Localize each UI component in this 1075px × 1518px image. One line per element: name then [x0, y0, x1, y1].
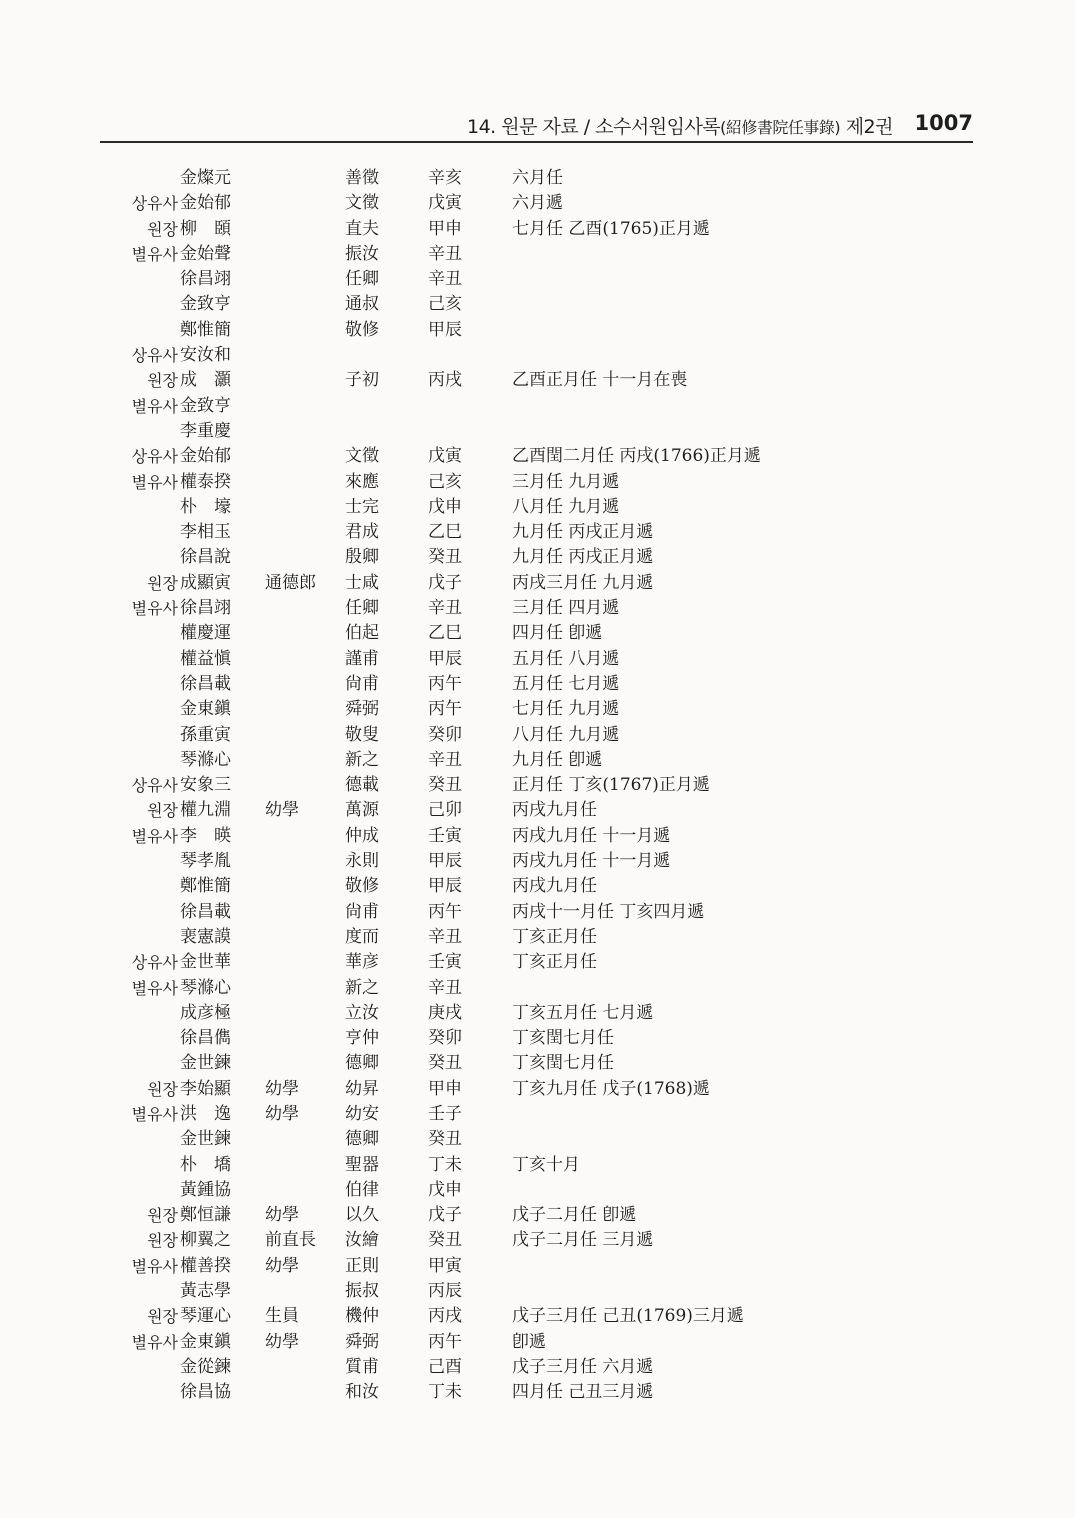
- record-name: 權益愼: [180, 648, 231, 669]
- record-year: 甲辰: [428, 648, 462, 669]
- record-note: 九月任 丙戌正月遞: [512, 522, 654, 543]
- record-ja: 振汝: [345, 243, 379, 264]
- record-year: 辛丑: [428, 269, 462, 290]
- record-ja: 任卿: [345, 269, 379, 290]
- record-row: [0, 1178, 1075, 1203]
- record-role: 원장: [147, 1079, 178, 1099]
- record-year: 己亥: [428, 294, 462, 315]
- record-note: 丙戌九月任 十一月遞: [512, 825, 671, 846]
- record-name: 權九淵: [180, 800, 231, 821]
- record-note: 五月任 七月遞: [512, 673, 620, 694]
- record-name: 徐昌協: [180, 1382, 231, 1403]
- record-ja: 文徵: [345, 446, 379, 467]
- record-year: 丙午: [428, 673, 462, 694]
- record-name: 琴運心: [180, 1306, 231, 1327]
- record-row: [0, 773, 1075, 798]
- record-note: 正月任 丁亥(1767)正月遞: [512, 775, 710, 796]
- record-ja: 德載: [345, 775, 379, 796]
- record-name: 琴滌心: [180, 749, 231, 770]
- record-note: 三月任 九月遞: [512, 471, 620, 492]
- record-year: 壬寅: [428, 952, 462, 973]
- record-name: 徐昌翊: [180, 598, 231, 619]
- record-row: [0, 343, 1075, 368]
- record-row: [0, 748, 1075, 773]
- record-note: 六月任: [512, 168, 563, 188]
- record-note: 戊子三月任 己丑(1769)三月遞: [512, 1306, 744, 1327]
- record-year: 甲寅: [428, 1255, 462, 1276]
- record-name: 金致亨: [180, 395, 231, 416]
- record-name: 裵憲謨: [180, 926, 231, 947]
- record-ja: 汝繪: [345, 1230, 379, 1251]
- record-year: 丙戌: [428, 370, 462, 391]
- record-ja: 仲成: [345, 825, 379, 846]
- record-name: 徐昌載: [180, 901, 231, 922]
- record-note: 九月任 丙戌正月遞: [512, 547, 654, 568]
- record-ja: 敬叟: [345, 724, 379, 745]
- record-row: [0, 925, 1075, 950]
- record-rank: 幼學: [265, 1103, 299, 1124]
- record-ja: 幼安: [345, 1103, 379, 1124]
- record-year: 甲辰: [428, 876, 462, 897]
- running-title-volume: 제2권: [845, 116, 893, 138]
- record-note: 丁亥正月任: [512, 952, 597, 973]
- record-role: 원장: [147, 573, 178, 593]
- record-name: 黃鍾協: [180, 1179, 231, 1200]
- record-year: 癸丑: [428, 1230, 462, 1251]
- record-year: 甲辰: [428, 319, 462, 340]
- record-year: 癸丑: [428, 775, 462, 796]
- record-ja: 舜弼: [345, 699, 379, 720]
- record-ja: 振叔: [345, 1281, 379, 1302]
- record-ja: 德卿: [345, 1053, 379, 1074]
- record-row: [0, 444, 1075, 469]
- record-ja: 和汝: [345, 1382, 379, 1403]
- record-ja: 新之: [345, 749, 379, 770]
- record-year: 辛丑: [428, 598, 462, 619]
- record-role: 상유사: [131, 447, 178, 467]
- record-row: [0, 824, 1075, 849]
- record-row: [0, 596, 1075, 621]
- record-name: 金始郁: [180, 446, 231, 467]
- record-row: [0, 900, 1075, 925]
- record-role: 별유사: [131, 599, 178, 619]
- record-name: 成 灝: [180, 370, 231, 391]
- record-ja: 以久: [345, 1205, 379, 1226]
- record-row: [0, 621, 1075, 646]
- record-row: [0, 1203, 1075, 1228]
- record-rank: 前直長: [265, 1230, 316, 1251]
- record-year: 己亥: [428, 471, 462, 492]
- record-note: 八月任 九月遞: [512, 724, 620, 745]
- record-name: 李重慶: [180, 420, 231, 441]
- record-row: [0, 1051, 1075, 1076]
- running-title-hanja: (紹修書院任事錄): [720, 118, 841, 137]
- record-note: 丙戌九月任: [512, 876, 597, 897]
- record-note: 七月任 乙酉(1765)正月遞: [512, 218, 710, 239]
- record-ja: 君成: [345, 522, 379, 543]
- record-row: [0, 697, 1075, 722]
- record-name: 金東鎭: [180, 1331, 231, 1352]
- record-row: [0, 267, 1075, 292]
- record-row: [0, 394, 1075, 419]
- record-role: 별유사: [131, 1104, 178, 1124]
- record-note: 丙戌九月任: [512, 800, 597, 821]
- record-name: 洪 逸: [180, 1103, 231, 1124]
- record-row: [0, 1153, 1075, 1178]
- record-row: [0, 950, 1075, 975]
- record-role: 별유사: [131, 472, 178, 492]
- record-note: 丁亥九月任 戊子(1768)遞: [512, 1078, 710, 1099]
- record-note: 戊子三月任 六月遞: [512, 1356, 654, 1377]
- record-role: 원장: [147, 219, 178, 239]
- record-ja: 子初: [345, 370, 379, 391]
- record-year: 癸卯: [428, 724, 462, 745]
- record-row: [0, 672, 1075, 697]
- record-year: 壬寅: [428, 825, 462, 846]
- record-note: 乙酉閏二月任 丙戌(1766)正月遞: [512, 446, 761, 467]
- record-ja: 德卿: [345, 1129, 379, 1150]
- record-row: [0, 1102, 1075, 1127]
- record-row: [0, 1077, 1075, 1102]
- record-row: [0, 874, 1075, 899]
- record-list: [0, 166, 1075, 1406]
- record-note: 丁亥閏七月任: [512, 1028, 614, 1049]
- record-year: 庚戌: [428, 1002, 462, 1023]
- record-ja: 幼昇: [345, 1078, 379, 1099]
- record-row: [0, 292, 1075, 317]
- record-ja: 伯起: [345, 623, 379, 644]
- record-name: 金世華: [180, 952, 231, 973]
- record-name: 鄭恒謙: [180, 1205, 231, 1226]
- record-name: 朴 墧: [180, 1154, 231, 1175]
- record-year: 癸卯: [428, 1028, 462, 1049]
- record-year: 戊子: [428, 572, 462, 593]
- record-name: 李 暎: [180, 825, 231, 846]
- record-row: [0, 470, 1075, 495]
- record-year: 癸丑: [428, 1129, 462, 1150]
- record-ja: 通叔: [345, 294, 379, 315]
- record-name: 徐昌儁: [180, 1028, 231, 1049]
- record-year: 丁未: [428, 1154, 462, 1175]
- record-name: 琴滌心: [180, 977, 231, 998]
- record-row: [0, 1279, 1075, 1304]
- record-year: 戊寅: [428, 193, 462, 214]
- record-ja: 度而: [345, 926, 379, 947]
- record-ja: 尙甫: [345, 901, 379, 922]
- record-row: [0, 520, 1075, 545]
- record-note: 卽遞: [512, 1331, 546, 1352]
- record-role: 상유사: [131, 346, 178, 366]
- record-row: [0, 318, 1075, 343]
- record-role: 상유사: [131, 953, 178, 973]
- record-name: 權慶運: [180, 623, 231, 644]
- record-ja: 尙甫: [345, 673, 379, 694]
- record-row: [0, 1127, 1075, 1152]
- record-role: 별유사: [131, 244, 178, 264]
- record-note: 六月遞: [512, 193, 563, 214]
- record-year: 辛丑: [428, 243, 462, 264]
- header-rule: [100, 141, 973, 143]
- record-ja: 任卿: [345, 598, 379, 619]
- record-note: 五月任 八月遞: [512, 648, 620, 669]
- record-row: [0, 495, 1075, 520]
- record-name: 孫重寅: [180, 724, 231, 745]
- record-rank: 幼學: [265, 1205, 299, 1226]
- record-name: 金東鎭: [180, 699, 231, 720]
- record-note: 丁亥五月任 七月遞: [512, 1002, 654, 1023]
- record-row: [0, 191, 1075, 216]
- record-note: 七月任 九月遞: [512, 699, 620, 720]
- record-ja: 敬修: [345, 876, 379, 897]
- record-name: 柳 頣: [180, 218, 231, 239]
- record-ja: 質甫: [345, 1356, 379, 1377]
- record-role: 상유사: [131, 776, 178, 796]
- record-rank: 幼學: [265, 1078, 299, 1099]
- record-name: 成彦極: [180, 1002, 231, 1023]
- record-name: 安象三: [180, 775, 231, 796]
- record-ja: 立汝: [345, 1002, 379, 1023]
- record-role: 원장: [147, 1231, 178, 1251]
- record-name: 李相玉: [180, 522, 231, 543]
- record-name: 金燦元: [180, 168, 231, 188]
- record-role: 별유사: [131, 1256, 178, 1276]
- record-note: 四月任 己丑三月遞: [512, 1382, 654, 1403]
- record-row: [0, 1026, 1075, 1051]
- record-note: 戊子二月任 卽遞: [512, 1205, 637, 1226]
- record-ja: 亨仲: [345, 1028, 379, 1049]
- record-row: [0, 723, 1075, 748]
- record-role: 원장: [147, 801, 178, 821]
- record-year: 甲申: [428, 218, 462, 239]
- record-row: [0, 976, 1075, 1001]
- record-year: 甲辰: [428, 851, 462, 872]
- record-rank: 生員: [265, 1306, 299, 1327]
- record-year: 丙午: [428, 699, 462, 720]
- record-year: 甲申: [428, 1078, 462, 1099]
- record-year: 乙巳: [428, 623, 462, 644]
- record-row: [0, 798, 1075, 823]
- record-name: 黃志學: [180, 1281, 231, 1302]
- record-role: 별유사: [131, 396, 178, 416]
- record-name: 徐昌載: [180, 673, 231, 694]
- record-name: 鄭惟簡: [180, 876, 231, 897]
- record-year: 辛丑: [428, 977, 462, 998]
- record-ja: 敬修: [345, 319, 379, 340]
- record-row: [0, 1254, 1075, 1279]
- record-name: 金從鍊: [180, 1356, 231, 1377]
- record-name: 徐昌說: [180, 547, 231, 568]
- record-rank: 幼學: [265, 1255, 299, 1276]
- record-year: 辛丑: [428, 926, 462, 947]
- record-ja: 舜弼: [345, 1331, 379, 1352]
- record-note: 丙戌十一月任 丁亥四月遞: [512, 901, 705, 922]
- record-rank: 幼學: [265, 800, 299, 821]
- record-ja: 聖器: [345, 1154, 379, 1175]
- record-ja: 萬源: [345, 800, 379, 821]
- record-role: 별유사: [131, 826, 178, 846]
- record-ja: 殷卿: [345, 547, 379, 568]
- record-row: [0, 1304, 1075, 1329]
- record-name: 金致亨: [180, 294, 231, 315]
- record-name: 琴孝胤: [180, 851, 231, 872]
- record-ja: 華彦: [345, 952, 379, 973]
- record-name: 權善揆: [180, 1255, 231, 1276]
- page-number: 1007: [914, 111, 973, 135]
- record-year: 壬子: [428, 1103, 462, 1124]
- record-ja: 來應: [345, 471, 379, 492]
- record-row: [0, 849, 1075, 874]
- record-name: 朴 壕: [180, 496, 231, 517]
- record-row: [0, 217, 1075, 242]
- record-row: [0, 166, 1075, 191]
- record-name: 柳翼之: [180, 1230, 231, 1251]
- record-ja: 士完: [345, 496, 379, 517]
- record-ja: 伯律: [345, 1179, 379, 1200]
- record-row: [0, 1001, 1075, 1026]
- record-year: 辛亥: [428, 168, 462, 188]
- record-year: 己酉: [428, 1356, 462, 1377]
- record-row: [0, 368, 1075, 393]
- record-name: 成顯寅: [180, 572, 231, 593]
- record-name: 金始郁: [180, 193, 231, 214]
- record-year: 丙辰: [428, 1281, 462, 1302]
- record-role: 원장: [147, 1307, 178, 1327]
- record-note: 九月任 卽遞: [512, 749, 603, 770]
- record-ja: 文徵: [345, 193, 379, 214]
- record-year: 乙巳: [428, 522, 462, 543]
- record-row: [0, 571, 1075, 596]
- record-name: 鄭惟簡: [180, 319, 231, 340]
- record-role: 별유사: [131, 1332, 178, 1352]
- record-row: [0, 1330, 1075, 1355]
- record-row: [0, 419, 1075, 444]
- record-ja: 善徵: [345, 168, 379, 188]
- record-name: 權泰揆: [180, 471, 231, 492]
- record-row: [0, 545, 1075, 570]
- record-ja: 直夫: [345, 218, 379, 239]
- record-row: [0, 242, 1075, 267]
- record-note: 丁亥十月: [512, 1154, 580, 1175]
- record-note: 丁亥正月任: [512, 926, 597, 947]
- record-note: 丁亥閏七月任: [512, 1053, 614, 1074]
- record-name: 金世鍊: [180, 1129, 231, 1150]
- record-year: 己卯: [428, 800, 462, 821]
- record-note: 戊子二月任 三月遞: [512, 1230, 654, 1251]
- record-ja: 士咸: [345, 572, 379, 593]
- record-note: 三月任 四月遞: [512, 598, 620, 619]
- record-name: 李始顯: [180, 1078, 231, 1099]
- record-year: 戊子: [428, 1205, 462, 1226]
- record-name: 金始聲: [180, 243, 231, 264]
- record-role: 원장: [147, 371, 178, 391]
- record-role: 원장: [147, 1206, 178, 1226]
- record-year: 丁未: [428, 1382, 462, 1403]
- record-ja: 新之: [345, 977, 379, 998]
- record-note: 四月任 卽遞: [512, 623, 603, 644]
- record-name: 徐昌翊: [180, 269, 231, 290]
- record-rank: 幼學: [265, 1331, 299, 1352]
- running-header: [100, 112, 975, 142]
- record-role: 상유사: [131, 194, 178, 214]
- record-note: 八月任 九月遞: [512, 496, 620, 517]
- record-rank: 通德郎: [265, 572, 316, 593]
- record-row: [0, 647, 1075, 672]
- record-year: 辛丑: [428, 749, 462, 770]
- record-ja: 正則: [345, 1255, 379, 1276]
- running-title-main: 14. 원문 자료 / 소수서원임사록: [466, 116, 721, 138]
- running-title: [467, 112, 893, 139]
- record-note: 乙酉正月任 十一月在喪: [512, 370, 688, 391]
- record-ja: 永則: [345, 851, 379, 872]
- record-year: 戊申: [428, 1179, 462, 1200]
- record-note: 丙戌九月任 十一月遞: [512, 851, 671, 872]
- record-name: 安汝和: [180, 345, 231, 366]
- record-role: 별유사: [131, 978, 178, 998]
- record-year: 戊申: [428, 496, 462, 517]
- record-row: [0, 1228, 1075, 1253]
- record-year: 戊寅: [428, 446, 462, 467]
- record-ja: 謹甫: [345, 648, 379, 669]
- record-year: 癸丑: [428, 1053, 462, 1074]
- record-year: 丙午: [428, 1331, 462, 1352]
- record-year: 丙戌: [428, 1306, 462, 1327]
- record-year: 癸丑: [428, 547, 462, 568]
- record-name: 金世鍊: [180, 1053, 231, 1074]
- record-note: 丙戌三月任 九月遞: [512, 572, 654, 593]
- record-row: [0, 1380, 1075, 1405]
- record-ja: 機仲: [345, 1306, 379, 1327]
- record-year: 丙午: [428, 901, 462, 922]
- record-row: [0, 1355, 1075, 1380]
